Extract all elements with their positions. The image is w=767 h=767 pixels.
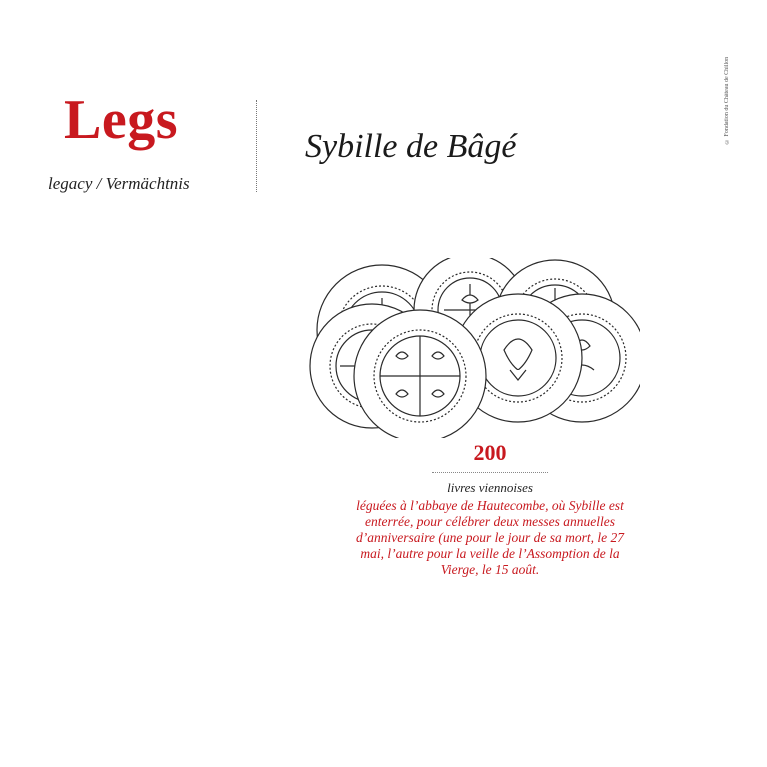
amount-divider [432,472,548,473]
header-divider [256,100,257,192]
photo-credit: © Fondation du Château de Chillon [724,56,730,144]
page-subtitle: legacy / Vermächtnis [48,174,190,193]
bequest-description: léguées à l’abbaye de Hautecombe, où Sybille est enterrée, pour célébrer deux messes annuelles d’anniversaire (une pour le jour de sa mort, le 27 mai, l’autre pour la veille de l’Assomption de la Vierge, le 15 août. [356,498,624,577]
bequest-unit: livres viennoises [447,480,533,495]
coins-illustration [300,258,640,438]
bequest-amount: 200 [473,440,507,465]
person-name: Sybille de Bâgé [305,128,517,165]
coin-front-center [354,310,486,438]
page-title: Legs [64,89,178,151]
